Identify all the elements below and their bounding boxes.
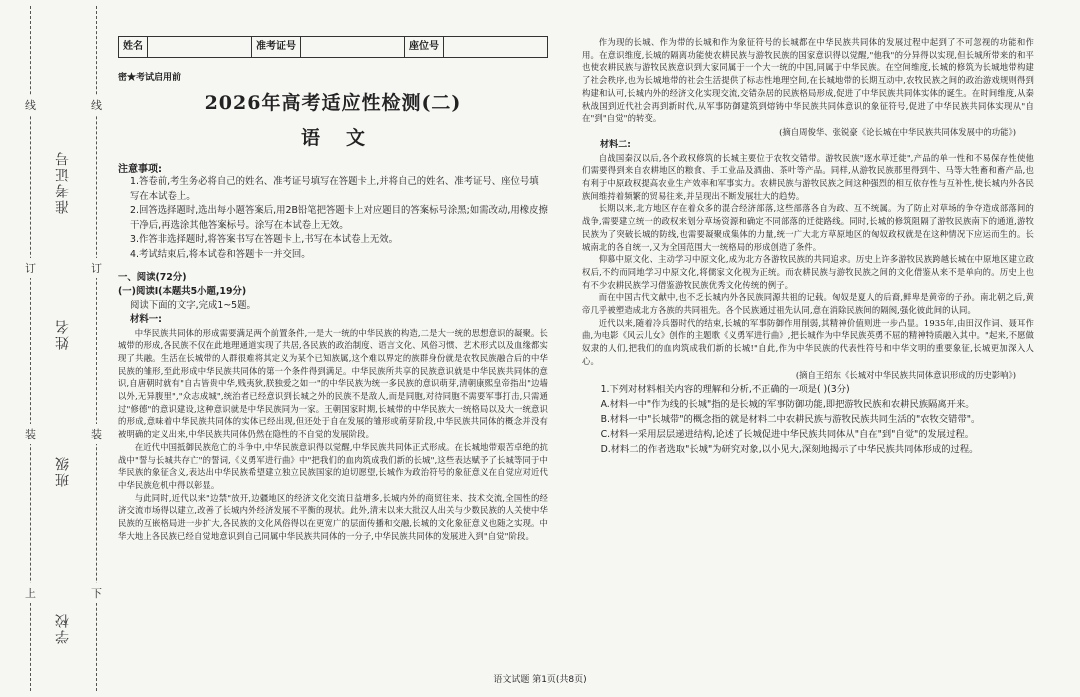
name-field[interactable] [148,37,252,57]
page-footer: 语文试题 第1页(共8页) [493,675,587,685]
question-1-option-d: D.材料二的作者选取"长城"为研究对象,以小见大,深刻地揭示了中华民族共同体形成的过程。 [600,443,979,455]
mark-shang: 上 [25,583,36,603]
material1-paragraph-1: 中华民族共同体的形成需要满足两个前置条件,一是大一统的中华民族的构造,二是大一统的思想意识的凝聚。长城带的形成,各民族不仅在此地理通道实现了共居,各民族的政治制度、语言文化、风俗习惯、艺术形式以及血缘都实现了共融。生活在长城带的人群很难将其定义为某个已知族属,这个难以界定的族群身份就是农牧民族融合后的中华民族的雏形,至此形成中华民族共同体的第一个条件得到满足。中华民族所共享的民族意识就是中华民族共同体的意识,自唐朝时就有"自古皆贵中华,贱夷狄,朕独爱之如一"的中华民族为统一多民族的意识萌芽,清朝康熙皇帝指出"边墙以外,无异腹里","众志成城",统治者已经意识到长城之外的民族不是敌人,而是同胞,对待同胞不需要军事打击,只需通过"修德"的意识建设,这种意识就是中华民族同为一家。王朝国家时期,长城带的中华民族大一统格局以及大一统意识的形成,意味着中华民族共同体的实体已经出现,但还处于自在发展的雏形或萌芽阶段,中华民族共同体的概念并没有被明确的定义出来,中华民族共同体仍然在隐性的不自觉的发展阶段。 [118,327,548,440]
reading-heading: (一)阅读Ⅰ(本题共5小题,19分) [118,285,247,297]
note-4: 4.考试结束后,将本试卷和答题卡一并交回。 [130,248,311,260]
note-3: 3.作答非选择题时,将答案书写在答题卡上,书写在本试卷上无效。 [130,234,399,246]
material1-paragraph-4: 作为现的长城、作为带的长城和作为象征符号的长城都在中华民族共同体的发展过程中起到了不可忽视的功能和作用。在意识维度,长城的隔离功能使农耕民族与游牧民族的国家意识得以觉醒,"他我"的分异得以实现,但长城所带来的和平也使农耕民族与游牧民族意识到大家同属于一个大一统的中国,同属于中华民族。在空间维度,长城的修筑为长城地带构建了社会秩序,也为长城地带的社会生活提供了标志性地理空间,在长城地带的长期互动中,农牧民族之间的政治游戏规则得到构建和认可,长城内外的经济文化实现交流,交错杂居的民族格局形成,促进了中华民族共同体实体的诞生。在时间维度,从秦秋战国到近代社会再到新时代,从军事防御建筑到熔铸中华民族共同体意识的象征符号,促进了中华民族共同体实现从"自在"到"自觉"的转变。 [582,37,1034,124]
question-1-option-c: C.材料一采用层层递进结构,论述了长城促进中华民族共同体从"自在"到"自觉"的发展过程。 [600,428,975,440]
binding-class-label: 班级 [55,455,71,487]
binding-school-label: 学校 [55,612,71,644]
question-1-option-a: A.材料一中"作为线的长城"指的是长城的军事防御功能,即把游牧民族和农耕民族隔离开来。 [600,398,975,410]
material2-paragraph-5: 近代以来,随着冷兵器时代的结束,长城的军事防御作用削弱,其精神价值则进一步凸显。1935年,由田汉作词、聂耳作曲,为电影《风云儿女》创作的主题歌《义勇军进行曲》,把长城作为中华民族英勇不屈的精神特质融入其中。"起来,不愿做奴隶的人们,把我们的血肉筑成我们新的长城!"自此,作为中华民族的代表性符号和中华文明的重要象征,长城更加深入人心。 [582,317,1034,366]
mark-xian-outer: 线 [25,95,36,115]
candidate-info-bar [118,36,548,58]
material2-label: 材料二: [600,139,631,150]
exam-title: 2026年高考适应性检测(二) [204,92,462,114]
notes-heading: 注意事项: [118,164,162,175]
binding-name-label: 姓名 [55,318,71,350]
binding-exam-id-label: 准考证号 [55,150,71,214]
name-label: 姓名 [119,37,148,57]
part-heading: 一、阅读(72分) [118,271,187,283]
material2-paragraph-2: 长期以来,北方地区存在着众多的混合经济部落,这些部落各自为政、互不统属。为了防止对草场的争夺造成部落间的战争,需要建立统一的政权来划分草场资源和确定不同部落的迁徙路线。同时,长城的修筑阻隔了游牧民族南下的通道,游牧民族为了突破长城的防线,也需要凝聚成集体的力量,统一广大北方草原地区的匈奴政权就是在这种情况下应运而生的。长城南北的各自统一,又为全国范围大一统格局的形成创造了条件。 [582,203,1034,252]
binding-margin [0,0,112,697]
seat-label: 座位号 [405,37,444,57]
mark-zhuang-inner: 装 [91,424,102,444]
note-2: 2.回答选择题时,选出每小题答案后,用2B铅笔把答题卡上对应题目的答案标号涂黑;如需改动,用橡皮擦干净后,再选涂其他答案标号。涂写在本试卷上无效。 [130,205,548,231]
mark-xia: 下 [91,583,102,603]
exam-id-label: 准考证号 [252,37,301,57]
reading-instruction: 阅读下面的文字,完成1~5题。 [130,299,256,311]
material1-paragraph-3: 与此同时,近代以来"边禁"放开,边疆地区的经济文化交流日益增多,长城内外的商贸往来、技术交流,全国性的经济交流市场得以建立,改善了长城内外经济发展不平衡的现状。此外,清末以来大批汉人出关与少数民族的人关使中华民族的互嵌格局进一步扩大,各民族的文化风俗得以在更宽广的层面传播和交融,长城的文化象征意义也随之实现。中华大地上各民族已经自觉地意识到自己同属中华民族共同体的一分子,中华民族共同体的发展进入到"自觉"阶段。 [118,492,548,541]
material2-paragraph-4: 而在中国古代文献中,也不乏长城内外各民族同源共祖的记载。匈奴是夏人的后裔,鲜卑是黄帝的子孙。南北朝之后,黄帝几乎被塑造成北方各族的共同祖先。各个民族通过祖先认同,意在消除民族间的隔阂,强化彼此间的认同。 [582,292,1034,316]
source-2: (摘自王绍东《长城对中华民族共同体意识形成的历史影响》) [795,369,1016,380]
mark-xian-inner: 线 [91,95,102,115]
subject-title: 语文 [300,127,391,149]
question-1-stem: 1.下列对材料相关内容的理解和分析,不正确的一项是( )(3分) [600,383,850,395]
exam-id-field[interactable] [301,37,405,57]
note-1: 1.答卷前,考生务必将自己的姓名、准考证号填写在答题卡上,并将自己的姓名、准考证号、座位号填写在本试卷上。 [130,176,539,202]
secret-mark: 密★考试启用前 [118,73,182,83]
left-column [118,36,548,543]
material1-paragraph-2: 在近代中国抵御民族危亡的斗争中,中华民族意识得以觉醒,中华民族共同体正式形成。在长城地带艰苦卓绝的抗战中"誓与长城共存亡"的誓词,《义勇军进行曲》中"把我们的血肉筑成我们新的长城",这些表达赋予了长城等同于中华民族的象征含义,表达出中华民族希望建立独立民族国家的迫切愿望,长城作为政治符号的象征意义在自觉应对近代中华民族危机中得以彰显。 [118,441,548,490]
material2-paragraph-1: 自战国秦汉以后,各个政权修筑的长城主要位于农牧交错带。游牧民族"逐水草迁徙",产品的单一性和不易保存性使他们需要得到来自农耕地区的粮食、手工业品及酒曲、茶叶等产品。同样,从游牧民族那里得到牛、马等大牲畜和畜产品,也有利于中原政权提高农业生产效率和军事实力。农耕民族与游牧民族之间这种强烈的相互依存性与互补性,使长城内外各民族间维持着频繁的贸易往来,并呈现出不断发展壮大的趋势。 [582,152,1034,201]
mark-ding-inner: 订 [91,258,102,278]
mark-ding-outer: 订 [25,258,36,278]
seat-field[interactable] [444,37,547,57]
material2-paragraph-3: 仰慕中原文化、主动学习中原文化,成为北方各游牧民族的共同追求。历史上许多游牧民族跨越长城在中原地区建立政权后,不约而同地学习中原文化,将儒家文化视为正统。而农耕民族与游牧民族之间的文化借鉴从来不是单向的。历史上也有不少农耕民族学习借鉴游牧民族优秀文化传统的例子。 [582,254,1034,290]
right-column [582,36,1034,457]
material1-label: 材料一: [130,313,162,325]
question-1-option-b: B.材料一中"长城带"的概念指的就是材料二中农耕民族与游牧民族共同生活的"农牧交错带"。 [600,413,981,425]
source-1: (摘自周俊华、张锐豪《论长城在中华民族共同体发展中的功能》) [779,126,1016,137]
mark-zhuang-outer: 装 [25,424,36,444]
